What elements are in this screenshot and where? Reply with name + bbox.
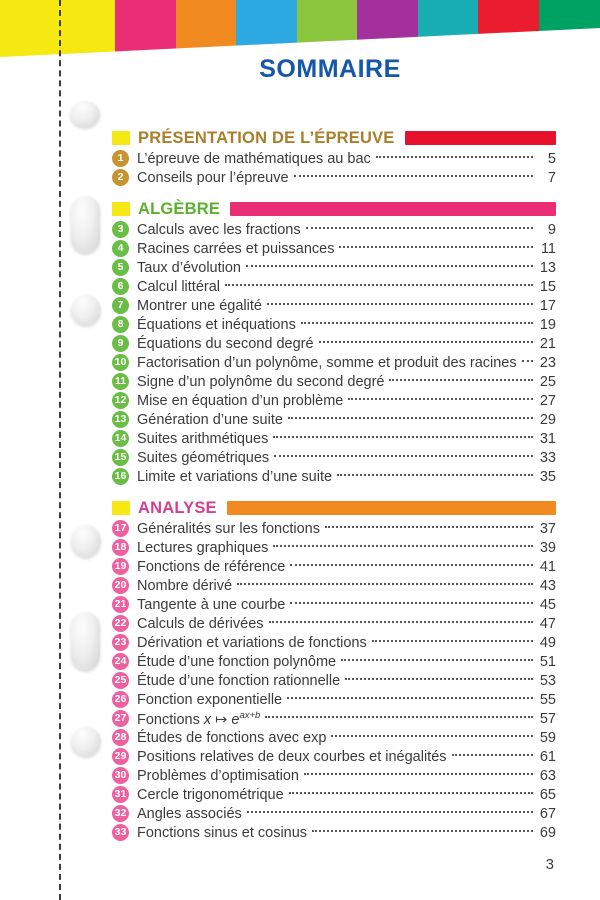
dot-leader <box>294 175 533 177</box>
chapter-number-badge: 9 <box>112 335 129 352</box>
section-header-presentation <box>112 127 556 149</box>
toc-item-label: Limite et variations d’une suite <box>137 468 333 485</box>
dot-leader <box>273 545 533 547</box>
toc-item-label: Nombre dérivé <box>137 577 233 594</box>
section-header-algebre <box>112 198 556 220</box>
toc-row <box>112 239 556 258</box>
toc-item-label: Tangente à une courbe <box>137 596 286 613</box>
chapter-number-badge: 1 <box>112 150 129 167</box>
toc-item-page: 65 <box>539 786 556 803</box>
toc-row <box>112 149 556 168</box>
toc-row <box>112 334 556 353</box>
toc-item-page: 37 <box>539 520 556 537</box>
toc-item-page: 51 <box>539 653 556 670</box>
section-title: ALGÈBRE <box>138 199 221 218</box>
yellow-stripe <box>0 0 115 57</box>
toc-item-label: Dérivation et variations de fonctions <box>137 634 367 651</box>
punch-hole-circle <box>71 524 101 557</box>
toc-item-page: 27 <box>539 392 556 409</box>
punch-hole-pill <box>71 195 100 253</box>
toc-item-page: 25 <box>539 373 556 390</box>
toc-item-page: 47 <box>539 615 556 632</box>
toc-row <box>112 747 556 766</box>
dot-leader <box>247 811 533 813</box>
chapter-number-badge: 23 <box>112 634 129 651</box>
chapter-number-badge: 33 <box>112 824 129 841</box>
toc-row <box>112 557 556 576</box>
chapter-number-badge: 16 <box>112 468 129 485</box>
toc-item-page: 17 <box>539 297 556 314</box>
dot-leader <box>339 246 533 248</box>
chapter-number-badge: 14 <box>112 430 129 447</box>
toc-row <box>112 448 556 467</box>
chapter-number-badge: 26 <box>112 691 129 708</box>
chapter-number-badge: 12 <box>112 392 129 409</box>
toc-item-page: 55 <box>539 691 556 708</box>
chapter-number-badge: 15 <box>112 449 129 466</box>
toc-item-label: Génération d’une suite <box>137 411 283 428</box>
dot-leader <box>306 227 533 229</box>
toc-item-page: 5 <box>547 150 556 167</box>
toc-item-label: Suites géométriques <box>137 449 270 466</box>
toc-item-page: 41 <box>539 558 556 575</box>
toc-row <box>112 410 556 429</box>
toc-item-label: Calcul littéral <box>137 278 220 295</box>
toc-row <box>112 728 556 747</box>
toc-item-page: 63 <box>539 767 556 784</box>
section-title: PRÉSENTATION DE L’ÉPREUVE <box>138 128 395 147</box>
dot-leader <box>341 659 533 661</box>
chapter-number-badge: 28 <box>112 729 129 746</box>
green-stripe <box>539 0 600 57</box>
toc-row <box>112 538 556 557</box>
toc-item-label: Factorisation d’un polynôme, somme et produit des racines <box>137 354 517 371</box>
chapter-number-badge: 27 <box>112 710 129 727</box>
chapter-number-badge: 25 <box>112 672 129 689</box>
dot-leader <box>312 830 533 832</box>
toc-row <box>112 519 556 538</box>
toc-row <box>112 353 556 372</box>
toc-item-label: Suites arithmétiques <box>137 430 269 447</box>
toc-row <box>112 823 556 842</box>
toc-row <box>112 429 556 448</box>
toc-item-page: 23 <box>539 354 556 371</box>
toc-row <box>112 671 556 690</box>
toc-item-label: Fonctions de référence <box>137 558 286 575</box>
dot-leader <box>246 265 533 267</box>
dot-leader <box>337 474 533 476</box>
yellow-square-bullet <box>112 202 130 216</box>
dot-leader <box>325 526 533 528</box>
page-number: 3 <box>545 856 554 873</box>
dot-leader <box>331 735 533 737</box>
chapter-number-badge: 7 <box>112 297 129 314</box>
toc-row <box>112 258 556 277</box>
toc-row <box>112 804 556 823</box>
dot-leader <box>274 455 533 457</box>
chapter-number-badge: 2 <box>112 169 129 186</box>
toc-item-page: 33 <box>539 449 556 466</box>
chapter-number-badge: 32 <box>112 805 129 822</box>
toc-item-page: 9 <box>547 221 556 238</box>
toc-item-label: Cercle trigonométrique <box>137 786 284 803</box>
toc-item-page: 15 <box>539 278 556 295</box>
toc-item-page: 29 <box>539 411 556 428</box>
toc-item-label: Montrer une égalité <box>137 297 262 314</box>
section-title: ANALYSE <box>138 498 217 517</box>
dot-leader <box>345 678 533 680</box>
chapter-number-badge: 24 <box>112 653 129 670</box>
toc-item-label: L’épreuve de mathématiques au bac <box>137 150 371 167</box>
section-color-bar <box>405 131 556 145</box>
toc-item-label: Équations et inéquations <box>137 316 296 333</box>
toc-row <box>112 652 556 671</box>
dot-leader <box>319 341 533 343</box>
toc-row <box>112 168 556 187</box>
chapter-number-badge: 11 <box>112 373 129 390</box>
dot-leader <box>304 773 533 775</box>
toc-item-label: Fonction exponentielle <box>137 691 283 708</box>
dot-leader <box>237 583 533 585</box>
toc-row <box>112 709 556 728</box>
toc-item-label: Problèmes d’optimisation <box>137 767 299 784</box>
chapter-number-badge: 4 <box>112 240 129 257</box>
toc-item-page: 53 <box>539 672 556 689</box>
toc-item-page: 49 <box>539 634 556 651</box>
toc-item-page: 69 <box>539 824 556 841</box>
light-green-stripe <box>297 0 357 57</box>
dot-leader <box>301 322 533 324</box>
punch-hole-circle <box>71 294 101 325</box>
toc-item-page: 35 <box>539 468 556 485</box>
dot-leader <box>288 417 533 419</box>
toc-row <box>112 766 556 785</box>
chapter-number-badge: 21 <box>112 596 129 613</box>
chapter-number-badge: 5 <box>112 259 129 276</box>
toc-item-page: 45 <box>539 596 556 613</box>
toc-item-page: 7 <box>547 169 556 186</box>
purple-stripe <box>357 0 418 57</box>
chapter-number-badge: 29 <box>112 748 129 765</box>
toc-row <box>112 576 556 595</box>
section-header-analyse <box>112 497 556 519</box>
header-stripes <box>0 0 600 57</box>
toc-item-label: Fonctions x ↦ $e^{ax+b}$ <box>137 709 261 728</box>
chapter-number-badge: 17 <box>112 520 129 537</box>
dot-leader <box>522 360 533 362</box>
chapter-number-badge: 13 <box>112 411 129 428</box>
toc-item-page: 21 <box>539 335 556 352</box>
blue-stripe <box>236 0 297 57</box>
toc-item-label: Conseils pour l’épreuve <box>137 169 289 186</box>
table-of-contents <box>112 127 556 842</box>
section-algebre <box>112 198 556 486</box>
toc-item-label: Mise en équation d’un problème <box>137 392 344 409</box>
toc-item-page: 43 <box>539 577 556 594</box>
chapter-number-badge: 18 <box>112 539 129 556</box>
chapter-number-badge: 31 <box>112 786 129 803</box>
dot-leader <box>452 754 533 756</box>
toc-row <box>112 633 556 652</box>
toc-item-page: 31 <box>539 430 556 447</box>
dot-leader <box>265 716 533 718</box>
dot-leader <box>225 284 533 286</box>
chapter-number-badge: 3 <box>112 221 129 238</box>
section-color-bar <box>227 501 556 515</box>
toc-item-page: 59 <box>539 729 556 746</box>
toc-row <box>112 595 556 614</box>
toc-row <box>112 277 556 296</box>
punch-hole-pill <box>71 611 100 670</box>
toc-item-label: Calculs de dérivées <box>137 615 264 632</box>
chapter-number-badge: 6 <box>112 278 129 295</box>
chapter-number-badge: 8 <box>112 316 129 333</box>
dot-leader <box>267 303 533 305</box>
orange-stripe <box>176 0 236 57</box>
chapter-number-badge: 22 <box>112 615 129 632</box>
toc-row <box>112 391 556 410</box>
chapter-number-badge: 20 <box>112 577 129 594</box>
toc-item-label: Signe d’un polynôme du second degré <box>137 373 385 390</box>
dot-leader <box>290 602 533 604</box>
chapter-number-badge: 19 <box>112 558 129 575</box>
red-stripe <box>478 0 539 57</box>
toc-row <box>112 315 556 334</box>
section-presentation <box>112 127 556 187</box>
toc-item-label: Lectures graphiques <box>137 539 269 556</box>
dot-leader <box>348 398 533 400</box>
dot-leader <box>289 792 533 794</box>
toc-item-label: Calculs avec les fractions <box>137 221 301 238</box>
dot-leader <box>290 564 533 566</box>
toc-item-page: 61 <box>539 748 556 765</box>
toc-item-page: 67 <box>539 805 556 822</box>
toc-row <box>112 296 556 315</box>
toc-row <box>112 614 556 633</box>
toc-item-page: 11 <box>540 240 556 257</box>
toc-item-label: Étude d’une fonction rationnelle <box>137 672 341 689</box>
toc-item-page: 19 <box>539 316 556 333</box>
dot-leader <box>389 379 533 381</box>
yellow-square-bullet <box>112 501 130 515</box>
toc-item-label: Taux d’évolution <box>137 259 241 276</box>
dot-leader <box>287 697 533 699</box>
toc-row <box>112 467 556 486</box>
toc-row <box>112 690 556 709</box>
chapter-number-badge: 30 <box>112 767 129 784</box>
toc-item-page: 57 <box>539 710 556 727</box>
section-analyse <box>112 497 556 842</box>
chapter-number-badge: 10 <box>112 354 129 371</box>
punch-hole-circle <box>71 726 101 756</box>
pink-stripe <box>115 0 176 57</box>
dot-leader <box>376 156 533 158</box>
punch-hole-circle <box>70 100 100 127</box>
page-title: SOMMAIRE <box>259 55 401 83</box>
toc-row <box>112 785 556 804</box>
toc-item-label: Angles associés <box>137 805 242 822</box>
dot-leader <box>273 436 533 438</box>
section-color-bar <box>230 202 556 216</box>
toc-item-label: Équations du second degré <box>137 335 314 352</box>
dot-leader <box>372 640 533 642</box>
toc-item-page: 13 <box>539 259 556 276</box>
perforation-dashed-line <box>59 0 61 900</box>
toc-row <box>112 220 556 239</box>
teal-stripe <box>418 0 478 57</box>
toc-item-label: Études de fonctions avec exp <box>137 729 327 746</box>
toc-item-label: Étude d’une fonction polynôme <box>137 653 337 670</box>
toc-row <box>112 372 556 391</box>
toc-item-label: Généralités sur les fonctions <box>137 520 320 537</box>
toc-item-label: Racines carrées et puissances <box>137 240 335 257</box>
toc-item-label: Fonctions sinus et cosinus <box>137 824 308 841</box>
toc-item-label: Positions relatives de deux courbes et inégalités <box>137 748 447 765</box>
toc-item-page: 39 <box>539 539 556 556</box>
dot-leader <box>269 621 533 623</box>
yellow-square-bullet <box>112 131 130 145</box>
